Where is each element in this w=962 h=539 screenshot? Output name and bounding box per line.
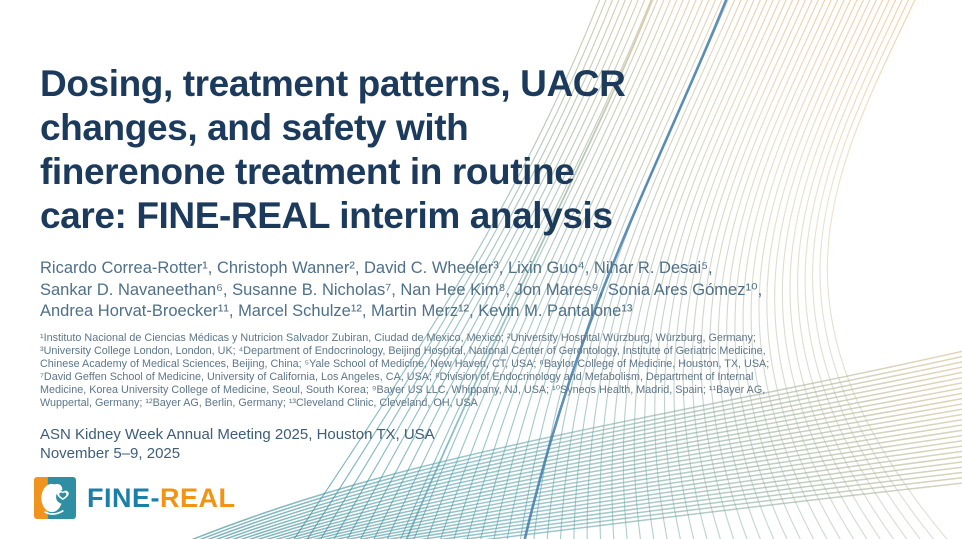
meeting-info [40, 425, 435, 463]
author-line: Ricardo Correa-Rotter¹, Christoph Wanner², David C. Wheeler³, Lixin Guo⁴, Nihar R. Desai⁵, [40, 259, 713, 277]
logo-text-dash: - [150, 482, 161, 513]
meeting-dates: November 5–9, 2025 [40, 445, 181, 462]
author-line: Sankar D. Navaneethan⁶, Susanne B. Nicholas⁷, Nan Hee Kim⁸, Jon Mares⁹, Sonia Ares Gómez¹⁰, [40, 280, 763, 299]
affiliation-line: Medicine, Korea University College of Medicine, Seoul, South Korea; ⁹Bayer US LLC, Whippany, NJ, USA; ¹⁰Syneos Health, Madrid, Spain; ¹¹Bayer AG, [40, 384, 766, 396]
title-line: changes, and safety with [40, 107, 469, 148]
logo-text [87, 483, 236, 514]
author-line: Andrea Horvat-Broecker¹¹, Marcel Schulze¹², Martin Merz¹², Kevin M. Pantalone¹³ [40, 302, 633, 320]
affiliation-list [40, 332, 769, 410]
title-line: finerenone treatment in routine [40, 151, 575, 192]
affiliation-line: ³University College London, London, UK; ⁴Department of Endocrinology, Beijing Hospital, National Center of Gerontology, Institute of Geriatric Medicine, [40, 345, 766, 357]
title-line: care: FINE-REAL interim analysis [40, 195, 613, 236]
fine-real-logo [34, 477, 236, 519]
title-line: Dosing, treatment patterns, UACR [40, 63, 626, 104]
affiliation-line: ⁷David Geffen School of Medicine, University of California, Los Angeles, CA, USA; ⁸Division of Endocrinology and Metabolism, Department of Internal [40, 371, 754, 383]
meeting-name: ASN Kidney Week Annual Meeting 2025, Houston TX, USA [40, 426, 435, 443]
affiliation-line: ¹Instituto Nacional de Ciencias Médicas y Nutricion Salvador Zubiran, Ciudad de Mexico, Mexico; ²University Hospital Würzburg, Würzburg, Germany; [40, 332, 756, 344]
logo-text-fine: FINE [87, 482, 151, 513]
slide-title [40, 62, 625, 238]
kidney-heart-icon [34, 477, 76, 519]
author-list [40, 258, 762, 323]
affiliation-line: Wuppertal, Germany; ¹²Bayer AG, Berlin, Germany; ¹³Cleveland Clinic, Cleveland, OH, USA [40, 397, 478, 409]
logo-text-real: REAL [160, 482, 236, 513]
affiliation-line: Chinese Academy of Medical Sciences, Beijing, China; ⁵Yale School of Medicine, New Haven, CT, USA; ⁶Baylor College of Medicine, Houston, TX, USA; [40, 358, 770, 370]
